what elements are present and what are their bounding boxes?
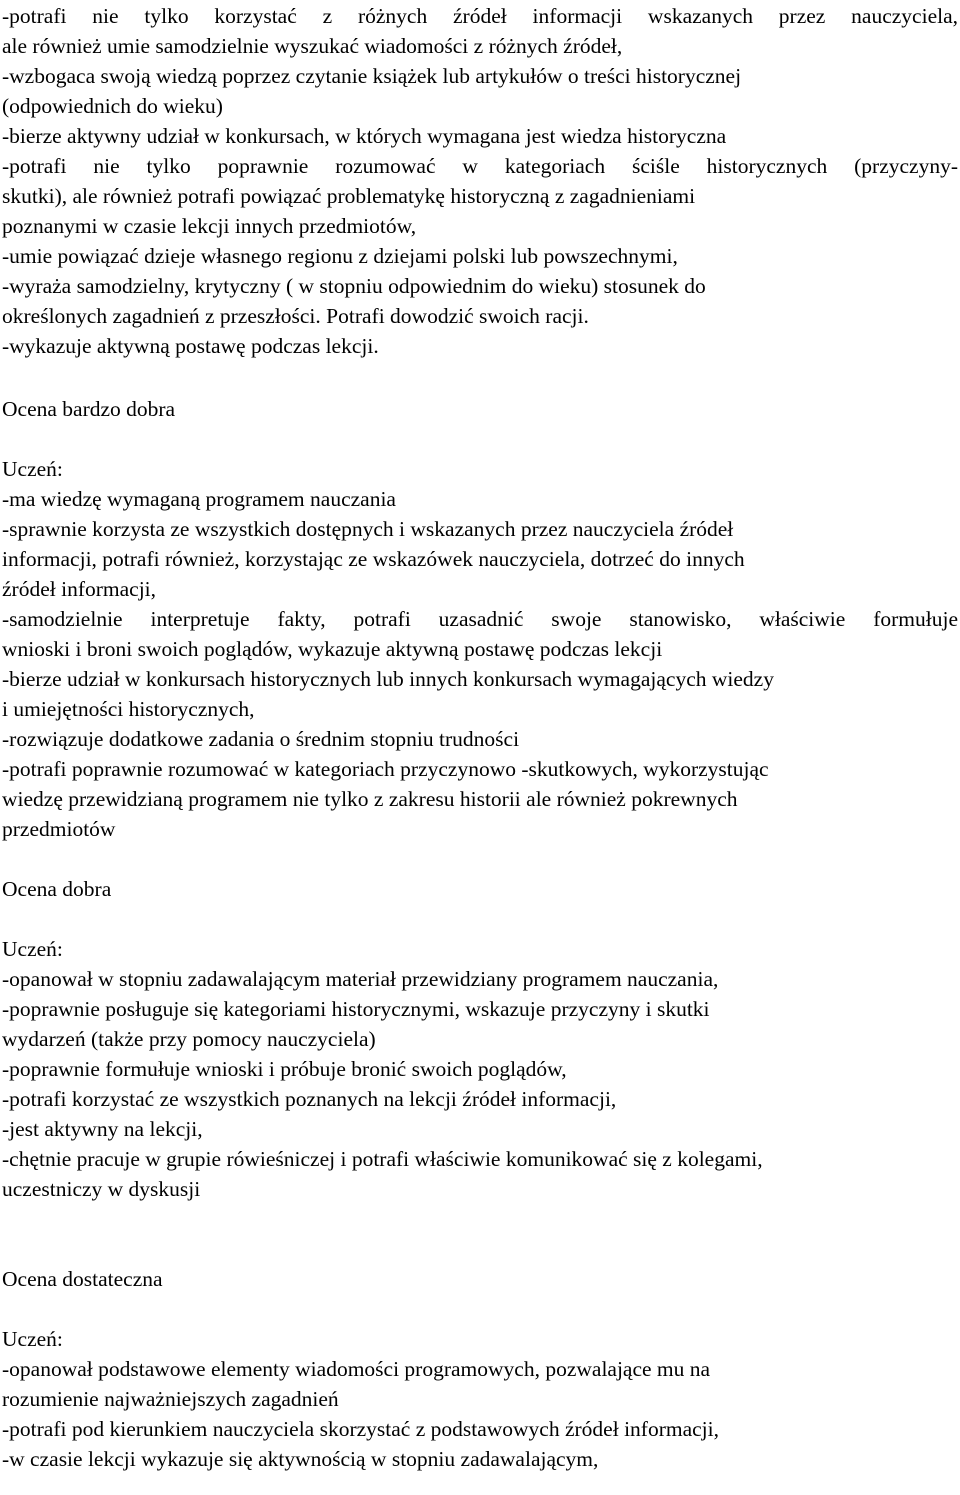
- text-line: -opanował podstawowe elementy wiadomości programowych, pozwalające mu na: [2, 1357, 711, 1381]
- section-label: Uczeń:: [2, 457, 63, 481]
- section-heading: Ocena bardzo dobra: [2, 397, 176, 421]
- text-line: skutki), ale również potrafi powiązać problematykę historyczną z zagadnieniami: [2, 184, 696, 208]
- text-line: -wzbogaca swoją wiedzą poprzez czytanie książek lub artykułów o treści historycznej: [2, 64, 742, 88]
- text-line: -poprawnie posługuje się kategoriami historycznymi, wskazuje przyczyny i skutki: [2, 997, 710, 1021]
- text-line: -jest aktywny na lekcji,: [2, 1117, 203, 1141]
- text-line: -potrafi nie tylko korzystać z różnych źródeł informacji wskazanych przez nauczyciela,: [2, 4, 958, 28]
- text-line: (odpowiednich do wieku): [2, 94, 223, 118]
- text-line: źródeł informacji,: [2, 577, 157, 601]
- text-line: -ma wiedzę wymaganą programem nauczania: [2, 487, 396, 511]
- section-label: Uczeń:: [2, 1327, 63, 1351]
- text-line: poznanymi w czasie lekcji innych przedmiotów,: [2, 214, 417, 238]
- text-line: ale również umie samodzielnie wyszukać wiadomości z różnych źródeł,: [2, 34, 623, 58]
- text-line: -wykazuje aktywną postawę podczas lekcji.: [2, 334, 379, 358]
- section-heading: Ocena dobra: [2, 877, 112, 901]
- section-label: Uczeń:: [2, 937, 63, 961]
- section-heading: Ocena dostateczna: [2, 1267, 163, 1291]
- text-line: -potrafi nie tylko poprawnie rozumować w kategoriach ściśle historycznych (przyczyny-: [2, 154, 958, 178]
- text-line: -wyraża samodzielny, krytyczny ( w stopniu odpowiednim do wieku) stosunek do: [2, 274, 706, 298]
- text-line: określonych zagadnień z przeszłości. Potrafi dowodzić swoich racji.: [2, 304, 589, 328]
- text-line: -samodzielnie interpretuje fakty, potrafi uzasadnić swoje stanowisko, właściwie formułuje: [2, 607, 958, 631]
- text-line: wiedzę przewidzianą programem nie tylko z zakresu historii ale również pokrewnych: [2, 787, 738, 811]
- text-line: -w czasie lekcji wykazuje się aktywnością w stopniu zadawalającym,: [2, 1447, 599, 1471]
- text-line: -rozwiązuje dodatkowe zadania o średnim stopniu trudności: [2, 727, 520, 751]
- text-line: uczestniczy w dyskusji: [2, 1177, 201, 1201]
- text-line: -sprawnie korzysta ze wszystkich dostępnych i wskazanych przez nauczyciela źródeł: [2, 517, 734, 541]
- text-line: -potrafi poprawnie rozumować w kategoriach przyczynowo -skutkowych, wykorzystując: [2, 757, 769, 781]
- text-line: rozumienie najważniejszych zagadnień: [2, 1387, 339, 1411]
- text-line: -potrafi pod kierunkiem nauczyciela skorzystać z podstawowych źródeł informacji,: [2, 1417, 719, 1441]
- text-line: wnioski i broni swoich poglądów, wykazuje aktywną postawę podczas lekcji: [2, 637, 663, 661]
- text-line: informacji, potrafi również, korzystając ze wskazówek nauczyciela, dotrzeć do innych: [2, 547, 745, 571]
- text-line: -potrafi korzystać ze wszystkich poznanych na lekcji źródeł informacji,: [2, 1087, 617, 1111]
- text-line: -poprawnie formułuje wnioski i próbuje bronić swoich poglądów,: [2, 1057, 567, 1081]
- text-line: i umiejętności historycznych,: [2, 697, 255, 721]
- text-line: -chętnie pracuje w grupie rówieśniczej i potrafi właściwie komunikować się z kolegami,: [2, 1147, 763, 1171]
- text-line: -opanował w stopniu zadawalającym materiał przewidziany programem nauczania,: [2, 967, 719, 991]
- text-line: wydarzeń (także przy pomocy nauczyciela): [2, 1027, 376, 1051]
- text-line: -bierze udział w konkursach historycznych lub innych konkursach wymagających wiedzy: [2, 667, 774, 691]
- text-line: -bierze aktywny udział w konkursach, w których wymagana jest wiedza historyczna: [2, 124, 727, 148]
- text-line: -umie powiązać dzieje własnego regionu z dziejami polski lub powszechnymi,: [2, 244, 678, 268]
- text-line: przedmiotów: [2, 817, 116, 841]
